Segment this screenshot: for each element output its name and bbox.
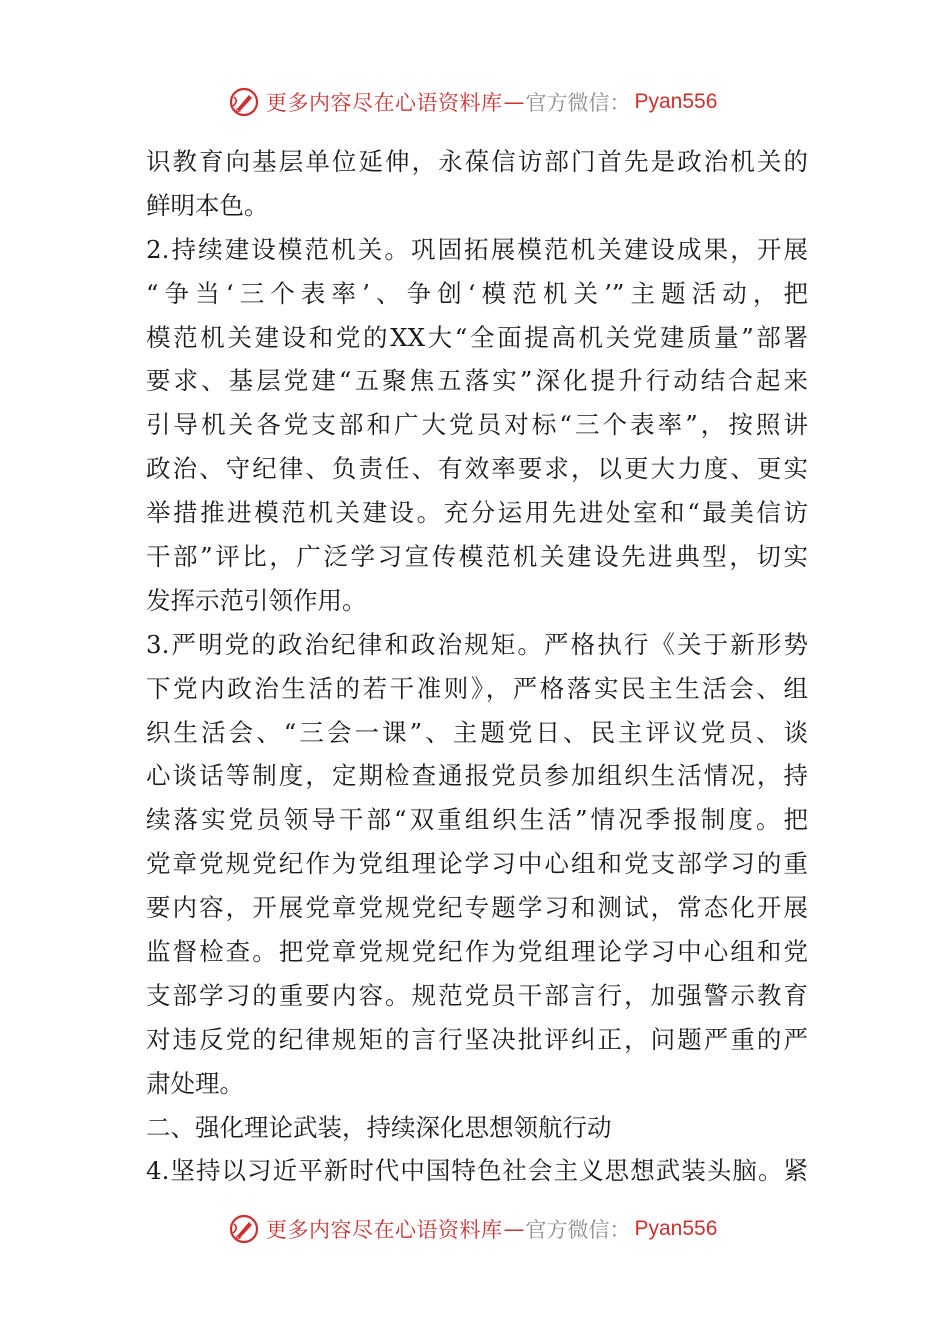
text-line: 政治、守纪律、负责任、有效率要求，以更大力度、更实 xyxy=(146,454,808,484)
text-line: 下党内政治生活的若干准则》，严格落实民主生活会、组 xyxy=(146,673,808,703)
text-line: 监督检查。把党章党规党纪作为党组理论学习中心组和党 xyxy=(146,937,808,967)
text-line: 举措推进模范机关建设。充分运用先进处室和“最美信访 xyxy=(146,498,808,528)
banner-dash: — xyxy=(503,90,525,114)
banner-wechat-label: 官方微信： xyxy=(525,91,631,115)
text-line: 心谈话等制度，定期检查通报党员参加组织生活情况，持 xyxy=(146,761,808,791)
text-line: 模范机关建设和党的XX大“全面提高机关党建质量”部署 xyxy=(146,322,808,352)
text-line: 要求、基层党建“五聚焦五落实”深化提升行动结合起来 xyxy=(146,366,808,396)
text-line: “争当‘三个表率’、争创‘模范机关’”主题活动，把 xyxy=(146,278,808,308)
pen-and-scroll-logo-icon xyxy=(228,86,260,118)
text-line: 2.持续建设模范机关。巩固拓展模范机关建设成果，开展 xyxy=(146,234,808,264)
banner-title: 更多内容尽在心语资料库 xyxy=(266,1218,503,1242)
text-line: 3.严明党的政治纪律和政治规矩。严格执行《关于新形势 xyxy=(146,629,808,659)
text-line: 对违反党的纪律规矩的言行坚决批评纠正，问题严重的严 xyxy=(146,1024,808,1054)
section-heading: 二、强化理论武装，持续深化思想领航行动 xyxy=(146,1112,612,1142)
text-line: 识教育向基层单位延伸，永葆信访部门首先是政治机关的 xyxy=(146,147,808,176)
banner-wechat-label: 官方微信： xyxy=(525,1218,631,1242)
text-line: 4.坚持以习近平新时代中国特色社会主义思想武装头脑。紧 xyxy=(146,1156,808,1186)
pen-and-scroll-logo-icon xyxy=(228,1213,260,1245)
banner-title: 更多内容尽在心语资料库 xyxy=(266,91,503,115)
text-line: 发挥示范引领作用。 xyxy=(146,585,367,615)
text-line: 肃处理。 xyxy=(146,1068,244,1098)
text-line: 鲜明本色。 xyxy=(146,190,269,220)
text-line: 支部学习的重要内容。规范党员干部言行，加强警示教育 xyxy=(146,980,808,1010)
footer-banner xyxy=(228,1209,717,1249)
text-line: 续落实党员领导干部“双重组织生活”情况季报制度。把 xyxy=(146,805,808,835)
text-line: 要内容，开展党章党规党纪专题学习和测试，常态化开展 xyxy=(146,893,808,923)
header-banner xyxy=(228,82,717,122)
banner-wechat-id: Pyan556 xyxy=(634,90,718,113)
document-body xyxy=(146,140,808,1193)
banner-wechat-id: Pyan556 xyxy=(634,1217,718,1240)
text-line: 织生活会、“三会一课”、主题党日、民主评议党员、谈 xyxy=(146,717,808,747)
text-line: 引导机关各党支部和广大党员对标“三个表率”，按照讲 xyxy=(146,410,808,440)
text-line: 党章党规党纪作为党组理论学习中心组和党支部学习的重 xyxy=(146,849,808,879)
banner-dash: — xyxy=(503,1217,525,1241)
text-line: 干部”评比，广泛学习宣传模范机关建设先进典型，切实 xyxy=(146,542,808,572)
